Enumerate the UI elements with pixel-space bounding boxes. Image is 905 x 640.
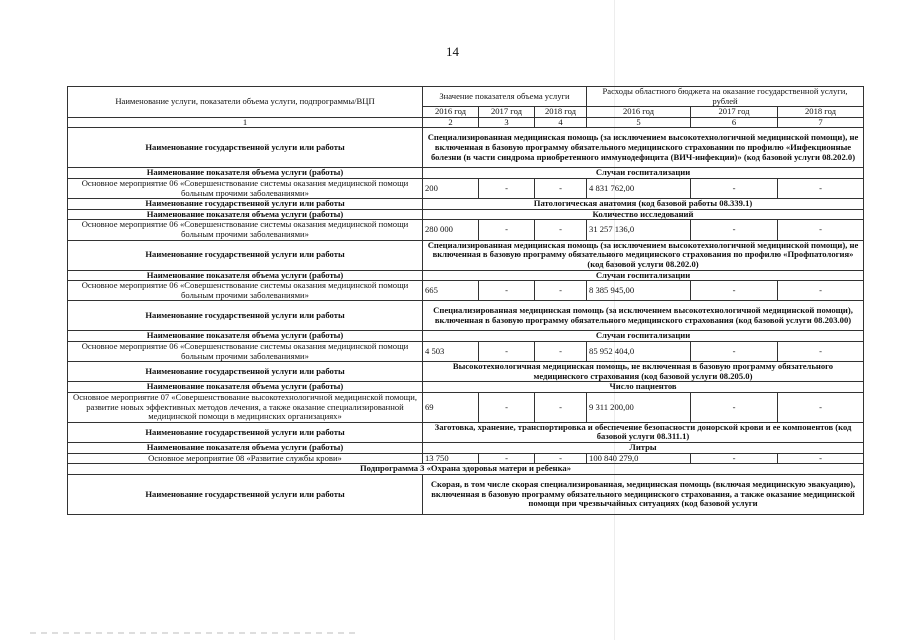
activity-label: Основное мероприятие 06 «Совершенствование системы оказания медицинской помощи больным прочими заболеваниями» (68, 341, 423, 361)
indicator-label: Наименование показателя объема услуги (работы) (68, 331, 423, 342)
table-row (68, 178, 864, 198)
indicator-value: Количество исследований (423, 209, 864, 220)
service-description: Заготовка, хранение, транспортировка и обеспечение безопасности донорской крови и ее компонентов (код базовой услуги 08.311.1) (423, 422, 864, 442)
indicator-label: Наименование показателя объема услуги (работы) (68, 168, 423, 179)
indicator-label: Наименование показателя объема услуги (работы) (68, 443, 423, 454)
value-cell: - (479, 178, 535, 198)
header-year: 2017 год (691, 107, 778, 118)
header-year: 2017 год (479, 107, 535, 118)
table-row (68, 301, 864, 331)
value-cell: - (691, 220, 778, 240)
indicator-label: Наименование показателя объема услуги (работы) (68, 382, 423, 393)
column-number: 1 (68, 117, 423, 128)
value-cell: 13 750 (423, 453, 479, 464)
value-cell: 31 257 136,0 (587, 220, 691, 240)
column-number: 3 (479, 117, 535, 128)
indicator-value: Случаи госпитализации (423, 168, 864, 179)
value-cell: - (479, 341, 535, 361)
value-cell: - (479, 453, 535, 464)
value-cell: 69 (423, 392, 479, 422)
table-row (68, 270, 864, 281)
budget-table (67, 86, 864, 515)
value-cell: - (479, 220, 535, 240)
value-cell: 4 503 (423, 341, 479, 361)
value-cell: - (778, 220, 864, 240)
table-row (68, 199, 864, 210)
indicator-label: Наименование показателя объема услуги (работы) (68, 209, 423, 220)
value-cell: - (691, 392, 778, 422)
value-cell: - (535, 178, 587, 198)
value-cell: - (535, 341, 587, 361)
table-row (68, 422, 864, 442)
value-cell: - (778, 178, 864, 198)
header-name-cell: Наименование услуги, показатели объема услуги, подпрограммы/ВЦП (68, 87, 423, 118)
value-cell: 100 840 279,0 (587, 453, 691, 464)
header-year: 2016 год (423, 107, 479, 118)
value-cell: - (691, 281, 778, 301)
value-cell: 4 831 762,00 (587, 178, 691, 198)
value-cell: - (778, 341, 864, 361)
value-cell: 665 (423, 281, 479, 301)
header-value-group: Значение показателя объема услуги (423, 87, 587, 107)
value-cell: - (535, 220, 587, 240)
activity-label: Основное мероприятие 08 «Развитие службы крови» (68, 453, 423, 464)
service-description: Специализированная медицинская помощь (за исключением высокотехнологичной медицинской помощи), включенная в базовую программу обязательного медицинского страхования (код базовой услуги 08.203.00) (423, 301, 864, 331)
table-row (68, 382, 864, 393)
value-cell: - (479, 281, 535, 301)
table-row (68, 443, 864, 454)
service-label: Наименование государственной услуги или работы (68, 199, 423, 210)
table-row (68, 128, 864, 168)
activity-label: Основное мероприятие 06 «Совершенствование системы оказания медицинской помощи больным прочими заболеваниями» (68, 220, 423, 240)
scan-artifact (30, 632, 360, 634)
header-year: 2016 год (587, 107, 691, 118)
service-label: Наименование государственной услуги или работы (68, 362, 423, 382)
page-number: 14 (446, 44, 459, 59)
value-cell: - (691, 178, 778, 198)
header-year: 2018 год (535, 107, 587, 118)
value-cell: 8 385 945,00 (587, 281, 691, 301)
indicator-value: Случаи госпитализации (423, 270, 864, 281)
table-row (68, 209, 864, 220)
service-label: Наименование государственной услуги или работы (68, 422, 423, 442)
table-row (68, 341, 864, 361)
value-cell: - (535, 281, 587, 301)
value-cell: - (691, 453, 778, 464)
table-row (68, 392, 864, 422)
value-cell: - (778, 392, 864, 422)
subprogram-title: Подпрограмма 3 «Охрана здоровья матери и ребенка» (68, 464, 864, 475)
table-row (68, 474, 864, 514)
value-cell: - (778, 281, 864, 301)
value-cell: 85 952 404,0 (587, 341, 691, 361)
service-description: Специализированная медицинская помощь (за исключением высокотехнологичной медицинской помощи), не включенная в базовую программу обязательного медицинского страхования по профилю «Профпатология» (код базовой услуги 08.202.0) (423, 240, 864, 270)
header-expense-group: Расходы областного бюджета на оказание государственной услуги, рублей (587, 87, 864, 107)
table-row (68, 331, 864, 342)
service-description: Высокотехнологичная медицинская помощь, не включенная в базовую программу обязательного медицинского страхования (код базовой услуги 08.205.0) (423, 362, 864, 382)
column-number: 5 (587, 117, 691, 128)
table-row (68, 240, 864, 270)
value-cell: - (535, 453, 587, 464)
activity-label: Основное мероприятие 06 «Совершенствование системы оказания медицинской помощи больным прочими заболеваниями» (68, 178, 423, 198)
value-cell: 9 311 200,00 (587, 392, 691, 422)
table-row (68, 453, 864, 464)
value-cell: - (535, 392, 587, 422)
activity-label: Основное мероприятие 07 «Совершенствование высокотехнологичной медицинской помощи, развитие новых эффективных методов лечения, а также оказание специализированной медицинской помощи в медицинских организациях» (68, 392, 423, 422)
indicator-value: Литры (423, 443, 864, 454)
service-label: Наименование государственной услуги или работы (68, 474, 423, 514)
column-number: 4 (535, 117, 587, 128)
indicator-value: Случаи госпитализации (423, 331, 864, 342)
value-cell: - (691, 341, 778, 361)
table-row (68, 220, 864, 240)
header-year: 2018 год (778, 107, 864, 118)
table-row (68, 281, 864, 301)
service-label: Наименование государственной услуги или работы (68, 128, 423, 168)
service-description: Специализированная медицинская помощь (за исключением высокотехнологичной медицинской помощи), не включенная в базовую программу обязательного медицинского страховании по профилю «Инфекционные болезни (в части синдрома приобретенного иммунодефицита (ВИЧ-инфекции)» (код базовой услуги 08.202.0) (423, 128, 864, 168)
table-row (68, 168, 864, 179)
service-label: Наименование государственной услуги или работы (68, 240, 423, 270)
value-cell: 200 (423, 178, 479, 198)
indicator-label: Наименование показателя объема услуги (работы) (68, 270, 423, 281)
value-cell: - (778, 453, 864, 464)
value-cell: - (479, 392, 535, 422)
column-number: 6 (691, 117, 778, 128)
service-label: Наименование государственной услуги или работы (68, 301, 423, 331)
activity-label: Основное мероприятие 06 «Совершенствование системы оказания медицинской помощи больным прочими заболеваниями» (68, 281, 423, 301)
table-body (68, 128, 864, 514)
service-description: Скорая, в том числе скорая специализированная, медицинская помощь (включая медицинскую эвакуацию), включенная в базовую программу обязательного медицинского страхования, а также оказание медицинской помощи при чрезвычайных ситуациях (код базовой услуги (423, 474, 864, 514)
column-number: 2 (423, 117, 479, 128)
service-description: Патологическая анатомия (код базовой работы 08.339.1) (423, 199, 864, 210)
table-row (68, 362, 864, 382)
value-cell: 280 000 (423, 220, 479, 240)
column-number: 7 (778, 117, 864, 128)
table-row (68, 464, 864, 475)
indicator-value: Число пациентов (423, 382, 864, 393)
